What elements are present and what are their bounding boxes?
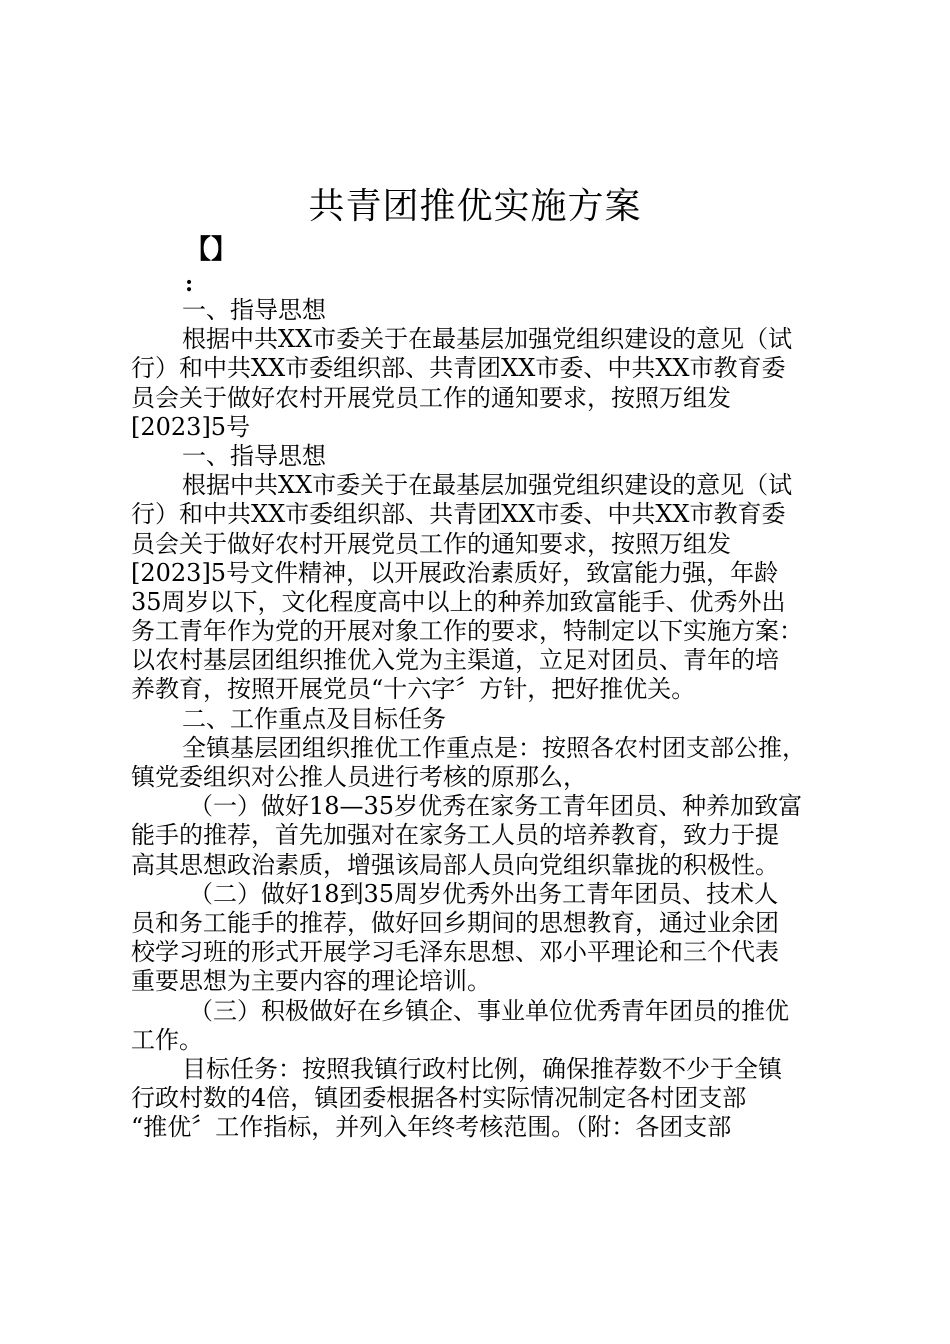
text-line: 全镇基层团组织推优工作重点是：按照各农村团支部公推， [182, 733, 806, 762]
text-line: （三）积极做好在乡镇企、事业单位优秀青年团员的推优 [189, 996, 789, 1025]
text-line: （二）做好18到35周岁优秀外出务工青年团员、技术人 [189, 879, 779, 908]
text-line: 35周岁以下，文化程度高中以上的种养加致富能手、优秀外出 [131, 587, 786, 616]
text-line: 高其思想政治素质，增强该局部人员向党组织靠拢的积极性。 [131, 850, 779, 879]
text-line: （一）做好18—35岁优秀在家务工青年团员、种养加致富 [189, 792, 803, 821]
document-body [131, 296, 831, 1142]
text-line: 员会关于做好农村开展党员工作的通知要求，按照万组发 [131, 383, 731, 412]
text-line: 二、工作重点及目标任务 [182, 704, 446, 733]
text-line: 重要思想为主要内容的理论培训。 [131, 967, 491, 996]
text-line: 行政村数的4倍，镇团委根据各村实际情况制定各村团支部 [131, 1084, 747, 1113]
text-line: 务工青年作为党的开展对象工作的要求，特制定以下实施方案： [131, 617, 803, 646]
text-line: 一、指导思想 [182, 441, 326, 470]
text-line: [2023]5号 [131, 412, 251, 441]
text-line: [2023]5号文件精神，以开展政治素质好，致富能力强，年龄 [131, 558, 779, 587]
text-line: 能手的推荐，首先加强对在家务工人员的培养教育，致力于提 [131, 821, 779, 850]
text-line: 行）和中共XX市委组织部、共青团XX市委、中共XX市教育委 [131, 500, 786, 529]
text-line: 工作。 [131, 1025, 203, 1054]
document-title: 共青团推优实施方案 [308, 186, 642, 227]
text-line: 校学习班的形式开展学习毛泽东思想、邓小平理论和三个代表 [131, 938, 779, 967]
text-line: 行）和中共XX市委组织部、共青团XX市委、中共XX市教育委 [131, 354, 786, 383]
text-line: 以农村基层团组织推优入党为主渠道，立足对团员、青年的培 [131, 646, 779, 675]
text-line: 员会关于做好农村开展党员工作的通知要求，按照万组发 [131, 529, 731, 558]
colon-mark: : [185, 271, 194, 297]
text-line: 目标任务：按照我镇行政村比例，确保推荐数不少于全镇 [182, 1054, 782, 1083]
text-line: 镇党委组织对公推人员进行考核的原那么， [131, 763, 587, 791]
text-line: 根据中共XX市委关于在最基层加强党组织建设的意见（试 [182, 325, 793, 354]
text-line: 根据中共XX市委关于在最基层加强党组织建设的意见（试 [182, 471, 793, 500]
text-line: 员和务工能手的推荐，做好回乡期间的思想教育，通过业余团 [131, 908, 779, 937]
text-line: 养教育，按照开展党员“十六字〞方针，把好推优关。 [131, 675, 696, 704]
title-bracket: 【】 [185, 235, 238, 265]
text-line: “推优〞工作指标，并列入年终考核范围。（附：各团支部 [131, 1113, 732, 1142]
text-line: 一、指导思想 [182, 296, 326, 324]
